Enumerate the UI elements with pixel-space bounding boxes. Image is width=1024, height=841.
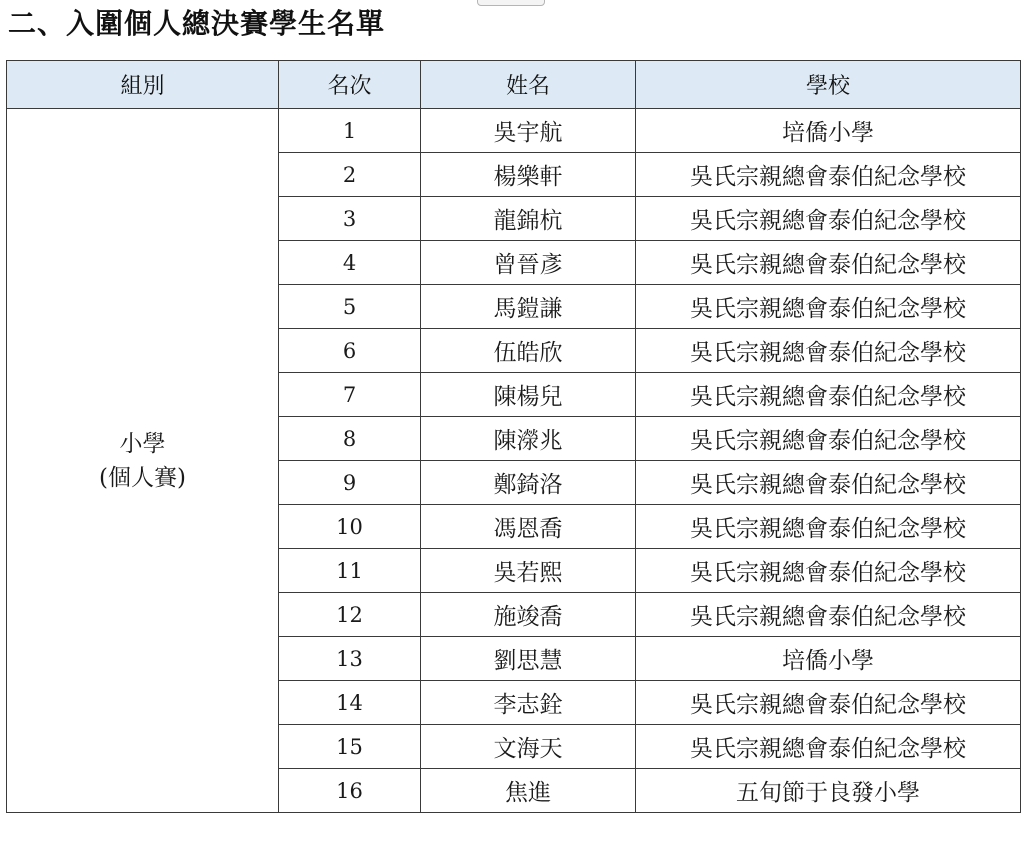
header-school: 學校 [636,61,1021,109]
rank-cell: 10 [279,505,421,549]
rank-cell: 2 [279,153,421,197]
name-cell: 曾晉彥 [421,241,636,285]
school-cell: 吳氏宗親總會泰伯紀念學校 [636,329,1021,373]
group-label: 小學 [119,430,166,457]
school-cell: 吳氏宗親總會泰伯紀念學校 [636,153,1021,197]
school-cell: 吳氏宗親總會泰伯紀念學校 [636,681,1021,725]
table-body [7,109,1021,813]
rank-cell: 12 [279,593,421,637]
rank-cell: 6 [279,329,421,373]
group-cell [7,109,279,813]
school-cell: 吳氏宗親總會泰伯紀念學校 [636,725,1021,769]
rank-cell: 5 [279,285,421,329]
school-cell: 吳氏宗親總會泰伯紀念學校 [636,285,1021,329]
school-cell: 培僑小學 [636,637,1021,681]
school-cell: 吳氏宗親總會泰伯紀念學校 [636,241,1021,285]
name-cell: 馮恩喬 [421,505,636,549]
rank-cell: 4 [279,241,421,285]
school-cell: 吳氏宗親總會泰伯紀念學校 [636,373,1021,417]
group-sublabel: (個人賽) [99,464,186,491]
top-tab-fragment [477,0,545,6]
name-cell: 陳楊兒 [421,373,636,417]
header-rank: 名次 [279,61,421,109]
name-cell: 施竣喬 [421,593,636,637]
school-cell: 吳氏宗親總會泰伯紀念學校 [636,549,1021,593]
rank-cell: 7 [279,373,421,417]
rank-cell: 14 [279,681,421,725]
rank-cell: 15 [279,725,421,769]
rank-cell: 13 [279,637,421,681]
rank-cell: 11 [279,549,421,593]
name-cell: 楊樂軒 [421,153,636,197]
rank-cell: 1 [279,109,421,153]
name-cell: 陳濴兆 [421,417,636,461]
rank-cell: 9 [279,461,421,505]
rank-cell: 8 [279,417,421,461]
school-cell: 五旬節于良發小學 [636,769,1021,813]
table-header-row [7,61,1021,109]
name-cell: 伍皓欣 [421,329,636,373]
header-name: 姓名 [421,61,636,109]
name-cell: 吳宇航 [421,109,636,153]
rank-cell: 16 [279,769,421,813]
school-cell: 吳氏宗親總會泰伯紀念學校 [636,417,1021,461]
school-cell: 吳氏宗親總會泰伯紀念學校 [636,505,1021,549]
school-cell: 培僑小學 [636,109,1021,153]
header-group: 組別 [7,61,279,109]
name-cell: 吳若熙 [421,549,636,593]
name-cell: 鄭錡洛 [421,461,636,505]
name-cell: 馬鎧謙 [421,285,636,329]
school-cell: 吳氏宗親總會泰伯紀念學校 [636,461,1021,505]
finalist-table [6,60,1021,813]
name-cell: 李志銓 [421,681,636,725]
table-row [7,109,1021,153]
name-cell: 文海天 [421,725,636,769]
school-cell: 吳氏宗親總會泰伯紀念學校 [636,197,1021,241]
rank-cell: 3 [279,197,421,241]
page-title: 二、入圍個人總決賽學生名單 [8,7,386,40]
name-cell: 劉思慧 [421,637,636,681]
name-cell: 焦進 [421,769,636,813]
name-cell: 龍錦杭 [421,197,636,241]
school-cell: 吳氏宗親總會泰伯紀念學校 [636,593,1021,637]
